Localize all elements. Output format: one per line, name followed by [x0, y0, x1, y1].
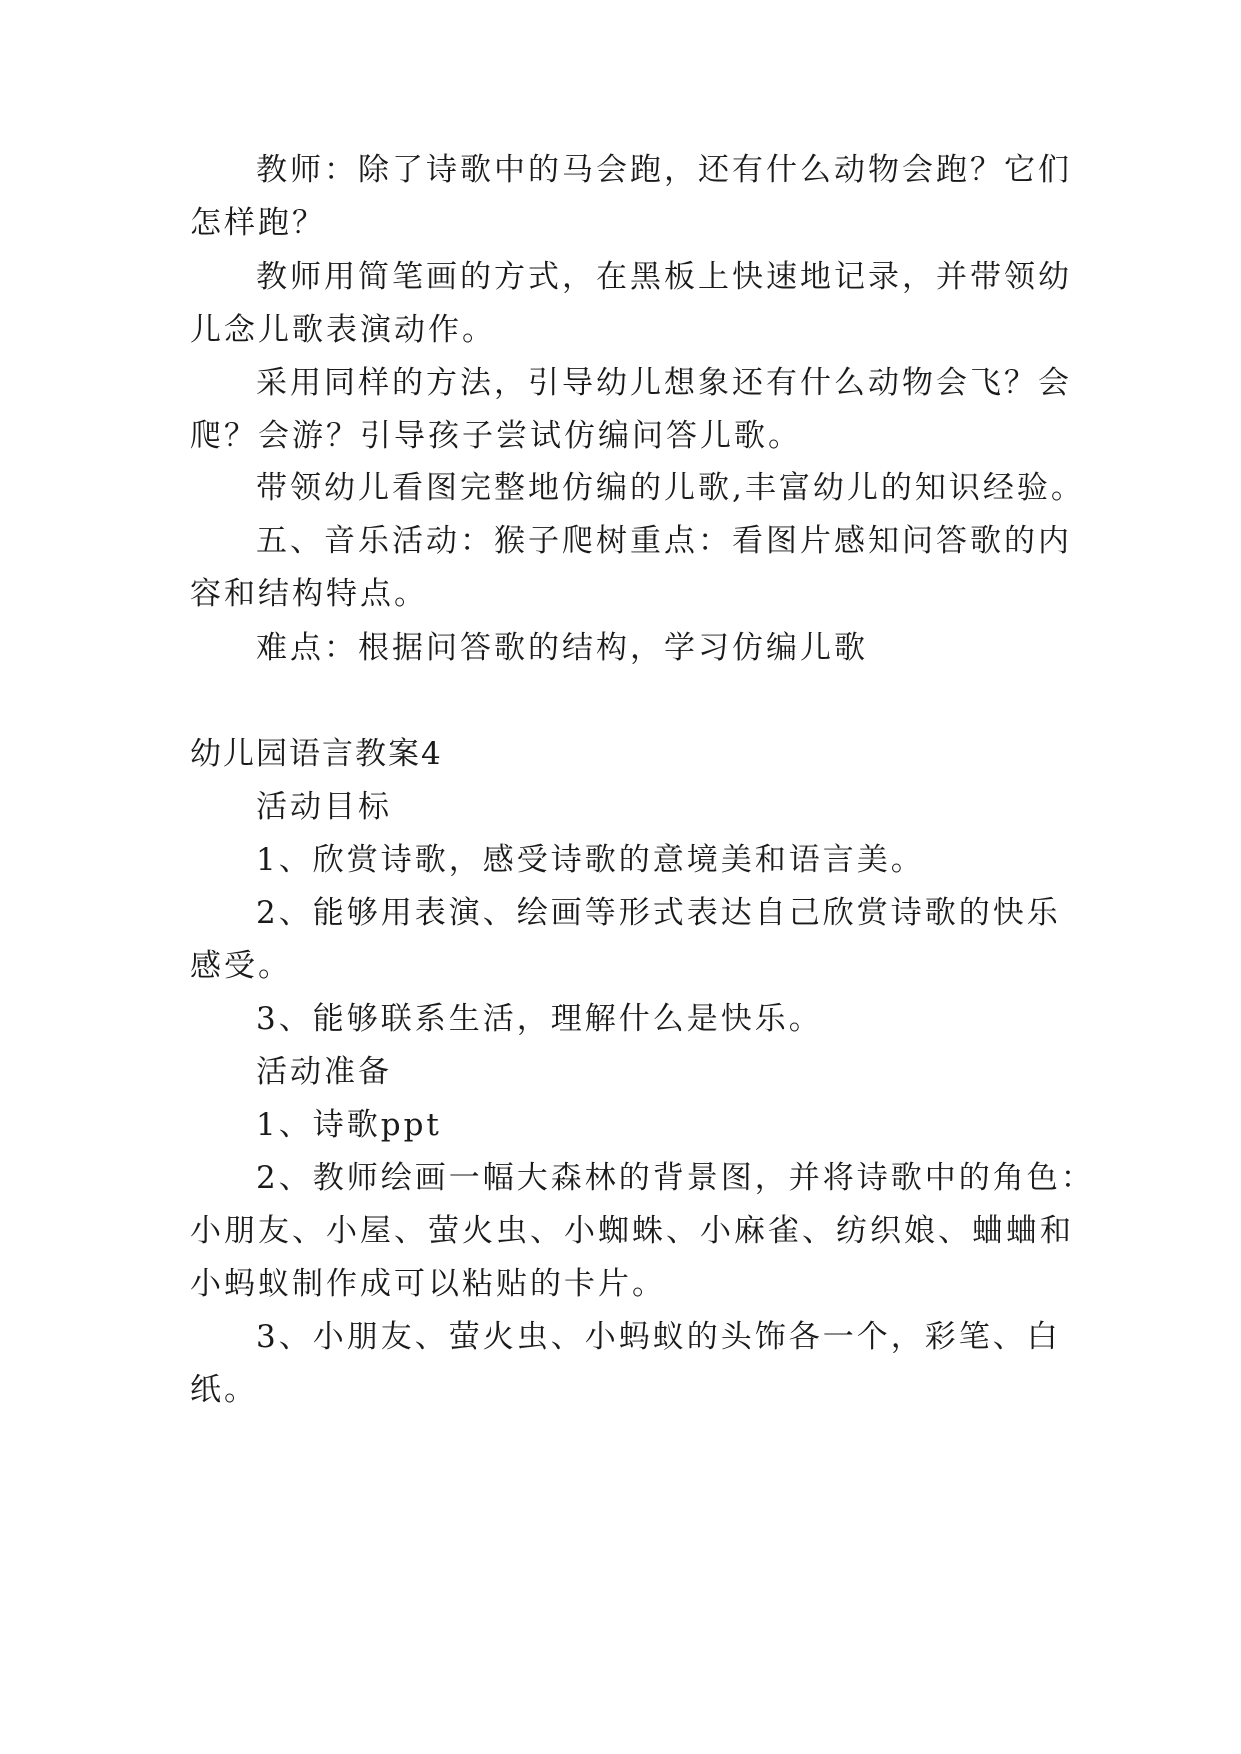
paragraph-line: 五、音乐活动：猴子爬树重点：看图片感知问答歌的内 [256, 523, 1072, 559]
section-heading: 幼儿园语言教案4 [190, 736, 443, 772]
paragraph-line: 纸。 [190, 1372, 258, 1408]
paragraph-line: 教师：除了诗歌中的马会跑，还有什么动物会跑？它们 [256, 152, 1072, 188]
paragraph-line: 3、能够联系生活，理解什么是快乐。 [256, 1001, 823, 1037]
paragraph-line: 感受。 [190, 948, 292, 984]
paragraph-line: 儿念儿歌表演动作。 [190, 312, 496, 348]
paragraph-line: 带领幼儿看图完整地仿编的儿歌,丰富幼儿的知识经验。 [256, 470, 1085, 506]
paragraph-line: 3、小朋友、萤火虫、小蚂蚁的头饰各一个，彩笔、白 [256, 1319, 1061, 1355]
paragraph-line: 难点：根据问答歌的结构，学习仿编儿歌 [256, 630, 868, 666]
paragraph-line: 怎样跑？ [190, 205, 326, 241]
paragraph-line: 采用同样的方法，引导幼儿想象还有什么动物会飞？会 [256, 365, 1072, 401]
paragraph-line: 爬？会游？引导孩子尝试仿编问答儿歌。 [190, 418, 802, 454]
paragraph-line: 2、能够用表演、绘画等形式表达自己欣赏诗歌的快乐 [256, 895, 1061, 931]
paragraph-line: 小朋友、小屋、萤火虫、小蜘蛛、小麻雀、纺织娘、蛐蛐和 [190, 1213, 1074, 1249]
paragraph-line: 容和结构特点。 [190, 576, 428, 612]
paragraph-line: 活动准备 [256, 1054, 392, 1090]
paragraph-line: 教师用简笔画的方式，在黑板上快速地记录，并带领幼 [256, 259, 1072, 295]
paragraph-line: 小蚂蚁制作成可以粘贴的卡片。 [190, 1266, 666, 1302]
paragraph-line: 活动目标 [256, 789, 392, 825]
paragraph-line: 2、教师绘画一幅大森林的背景图，并将诗歌中的角色： [256, 1160, 1095, 1196]
paragraph-line: 1、诗歌ppt [256, 1107, 442, 1143]
paragraph-line: 1、欣赏诗歌，感受诗歌的意境美和语言美。 [256, 842, 925, 878]
